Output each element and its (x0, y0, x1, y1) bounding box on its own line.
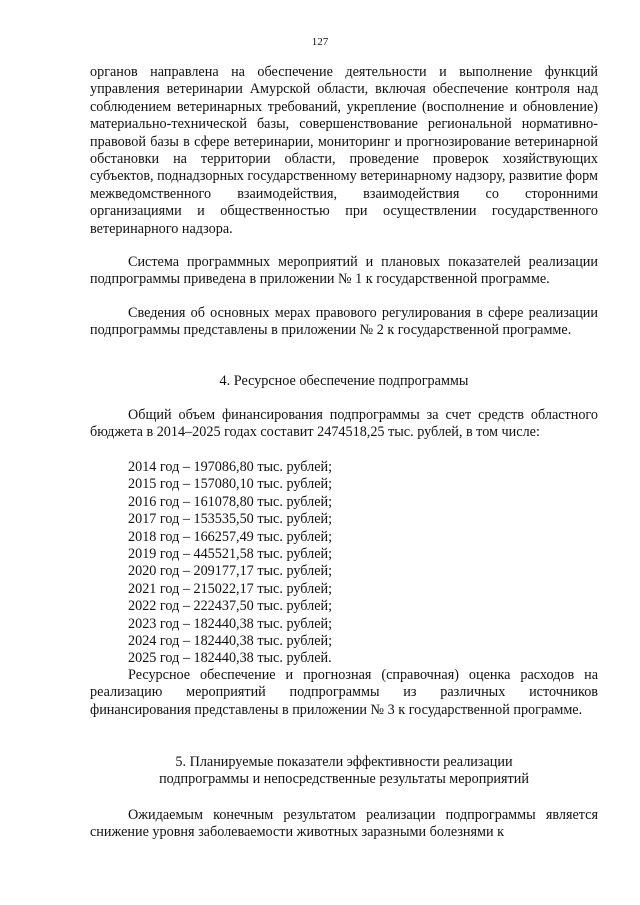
heading-text: 4. Ресурсное обеспечение подпрограммы (219, 373, 469, 389)
heading-line: 5. Планируемые показатели эффективности реализации (175, 754, 513, 770)
paragraph-resource-estimate (90, 667, 598, 719)
list-item: 2014 год – 197086,80 тыс. рублей; (128, 459, 333, 475)
list-item: 2022 год – 222437,50 тыс. рублей; (128, 598, 333, 615)
section-heading-4 (90, 373, 598, 390)
paragraph-total-funding (90, 407, 598, 442)
list-item: 2015 год – 157080,10 тыс. рублей; (128, 476, 333, 493)
list-item: 2019 год – 445521,58 тыс. рублей; (128, 546, 333, 563)
list-item: 2023 год – 182440,38 тыс. рублей; (128, 615, 333, 632)
paragraph-program-activities (90, 254, 598, 289)
paragraph-text: Общий объем финансирования подпрограммы за счет средств областного бюджета в 2014–2025 годах составит 2474518,25 тыс. рублей, в том числе: (90, 407, 598, 441)
paragraph-text: Ресурсное обеспечение и прогнозная (справочная) оценка расходов на реализацию мероприятий подпрограммы из различных источников финансирования представлены в приложении № 3 к государственной программе. (90, 667, 598, 718)
paragraph-text: органов направлена на обеспечение деятельности и выполнение функций управления ветеринарии Амурской области, включая обеспечение контроля над соблюдением ветеринарных требований, укрепление (восполнение и обновление) материально-технической базы, совершенствование региональной нормативно-правовой базы в сфере ветеринарии, мониторинг и прогнозирование ветеринарной обстановки на территории области, проведение проверок хозяйствующих субъектов, поднадзорных государственному ветеринарному надзору, развитие форм межведомственного взаимодействия, взаимодействия со сторонними организациями и общественностью при осуществлении государственного ветеринарного надзора. (90, 64, 598, 237)
page-number: 127 (311, 36, 329, 48)
list-item: 2017 год – 153535,50 тыс. рублей; (128, 511, 333, 528)
section-heading-5 (90, 754, 598, 789)
list-item: 2024 год – 182440,38 тыс. рублей; (128, 633, 333, 650)
paragraph-text: Сведения об основных мерах правового регулирования в сфере реализации подпрограммы представлены в приложении № 2 к государственной программе. (90, 305, 598, 339)
heading-line: подпрограммы и непосредственные результаты мероприятий (159, 771, 529, 788)
list-item: 2025 год – 182440,38 тыс. рублей. (128, 650, 332, 667)
paragraph-expected-results (90, 807, 598, 842)
list-item: 2021 год – 215022,17 тыс. рублей; (128, 580, 333, 597)
paragraph-text: Ожидаемым конечным результатом реализации подпрограммы является снижение уровня заболеваемости животных заразными болезнями к (90, 807, 598, 841)
paragraph-text: Система программных мероприятий и плановых показателей реализации подпрограммы приведена в приложении № 1 к государственной программе. (90, 254, 598, 288)
list-item: 2016 год – 161078,80 тыс. рублей; (128, 493, 333, 510)
paragraph-legal-regulation (90, 305, 598, 340)
list-item: 2018 год – 166257,49 тыс. рублей; (128, 528, 333, 545)
list-item: 2020 год – 209177,17 тыс. рублей; (128, 563, 333, 580)
funding-by-year-list (90, 459, 598, 668)
paragraph-veterinary-functions (90, 64, 598, 238)
